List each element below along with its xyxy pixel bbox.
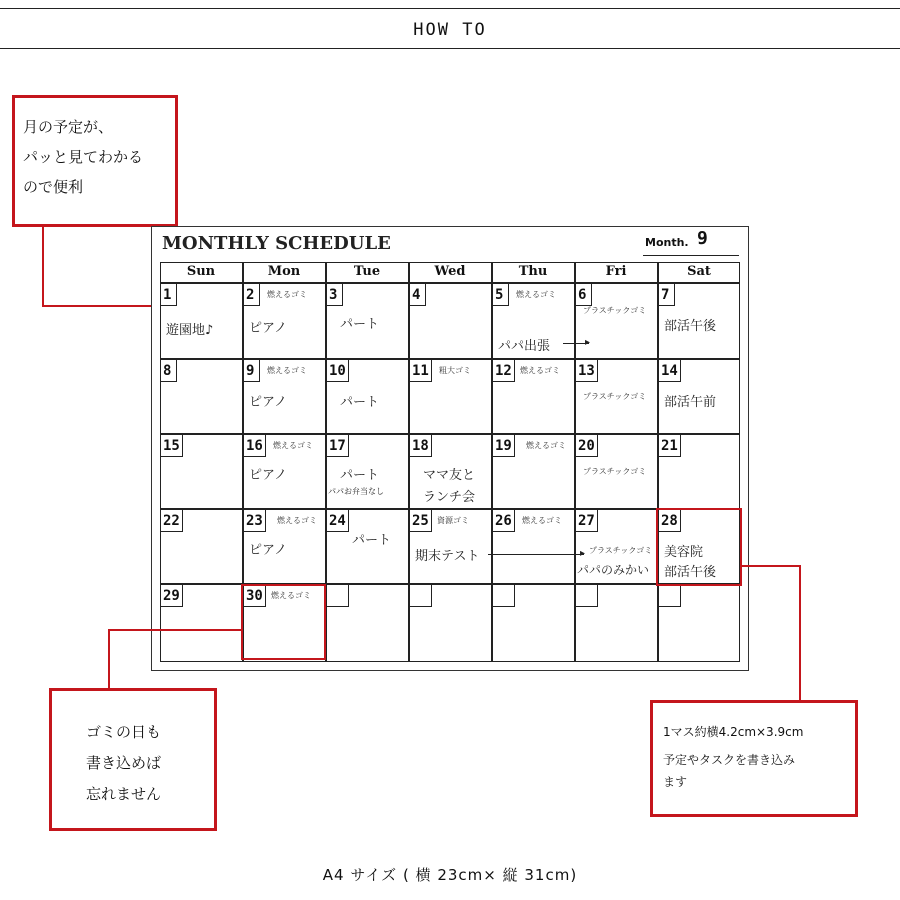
day-cell[interactable] [326, 359, 409, 435]
weekday-sun: Sun [160, 262, 243, 282]
trash-label: 燃えるゴミ [267, 290, 307, 299]
day-cell[interactable] [409, 509, 492, 585]
day-cell[interactable] [326, 283, 409, 359]
callout-trash-line: ゴミの日も [86, 723, 162, 741]
day-cell[interactable] [492, 283, 575, 359]
callout-trash-days [49, 688, 217, 831]
memo: パパ出張 [498, 339, 551, 354]
day-number: 24 [327, 510, 349, 532]
weekday-thu: Thu [492, 262, 575, 282]
callout-connector [799, 565, 801, 702]
day-cell[interactable] [492, 434, 575, 510]
memo: ピアノ [249, 395, 287, 410]
trash-label: プラスチックゴミ [589, 546, 653, 555]
callout-size-line: ます [663, 775, 688, 789]
weekday-mon: Mon [243, 262, 326, 282]
trash-label: 燃えるゴミ [516, 290, 556, 299]
memo: 遊園地♪ [166, 323, 214, 338]
day-number: 12 [493, 360, 515, 382]
day-cell[interactable] [409, 434, 492, 510]
trash-label: 燃えるゴミ [522, 516, 562, 525]
day-cell[interactable] [658, 283, 741, 359]
memo: 部活午後 [664, 319, 717, 334]
day-cell[interactable] [658, 434, 741, 510]
callout-size-line: 1マス約横4.2cm×3.9cm [663, 725, 804, 739]
day-cell[interactable] [326, 434, 409, 510]
day-cell[interactable] [492, 359, 575, 435]
day-number: 5 [493, 284, 509, 306]
arrow-icon: ▸ [585, 337, 591, 348]
day-cell[interactable] [575, 434, 658, 510]
day-cell[interactable] [409, 359, 492, 435]
memo: ランチ会 [423, 490, 476, 505]
day-number-empty [576, 585, 598, 607]
day-number: 6 [576, 284, 592, 306]
day-number: 15 [161, 435, 183, 457]
trash-label: 資源ゴミ [437, 516, 469, 525]
callout-overview-line: ので便利 [23, 178, 84, 196]
day-number: 13 [576, 360, 598, 382]
day-cell[interactable] [160, 509, 243, 585]
day-cell[interactable] [160, 584, 243, 660]
day-cell[interactable] [575, 359, 658, 435]
memo: ピアノ [249, 543, 287, 558]
day-number: 18 [410, 435, 432, 457]
trash-label: プラスチックゴミ [583, 306, 647, 315]
day-cell[interactable] [409, 283, 492, 359]
day-number: 21 [659, 435, 681, 457]
day-cell[interactable] [575, 283, 658, 359]
day-cell[interactable] [243, 509, 326, 585]
trash-label: プラスチックゴミ [583, 392, 647, 401]
day-cell[interactable] [243, 283, 326, 359]
callout-connector [42, 305, 162, 307]
day-cell[interactable] [492, 509, 575, 585]
day-cell[interactable] [575, 584, 658, 660]
trash-label: 燃えるゴミ [526, 441, 566, 450]
highlight-day-30 [241, 584, 326, 660]
trash-label: 燃えるゴミ [271, 591, 311, 600]
day-number: 8 [161, 360, 177, 382]
highlight-day-28 [656, 508, 742, 586]
header-top-rule [0, 8, 900, 9]
day-number: 1 [161, 284, 177, 306]
day-number: 26 [493, 510, 515, 532]
trash-label: 燃えるゴミ [267, 366, 307, 375]
month-value: 9 [697, 228, 708, 249]
day-number: 25 [410, 510, 432, 532]
day-number: 2 [244, 284, 260, 306]
day-number: 16 [244, 435, 266, 457]
day-number: 23 [244, 510, 266, 532]
day-cell[interactable] [409, 584, 492, 660]
day-number: 11 [410, 360, 432, 382]
memo: パート [340, 395, 380, 410]
memo: パパお弁当なし [328, 487, 384, 496]
callout-cell-size [650, 700, 858, 817]
day-cell[interactable] [575, 509, 658, 585]
calendar-title: MONTHLY SCHEDULE [162, 233, 391, 254]
trash-label: 燃えるゴミ [273, 441, 313, 450]
day-number: 10 [327, 360, 349, 382]
day-number: 3 [327, 284, 343, 306]
day-cell[interactable] [492, 584, 575, 660]
day-cell[interactable] [160, 434, 243, 510]
callout-connector [108, 629, 110, 689]
day-cell[interactable] [243, 434, 326, 510]
memo: ピアノ [249, 468, 287, 483]
memo: ピアノ [249, 321, 287, 336]
weekday-wed: Wed [409, 262, 492, 282]
size-note: A4 サイズ ( 横 23cm× 縦 31cm) [322, 866, 578, 884]
day-number-empty [493, 585, 515, 607]
day-number-empty [327, 585, 349, 607]
trash-label: 粗大ゴミ [439, 366, 471, 375]
day-number: 9 [244, 360, 260, 382]
weekday-tue: Tue [326, 262, 409, 282]
memo: パート [352, 533, 392, 548]
callout-connector [741, 565, 801, 567]
day-number: 22 [161, 510, 183, 532]
trash-label: 燃えるゴミ [277, 516, 317, 525]
memo: 美容院 [664, 545, 704, 560]
month-underline [643, 255, 739, 256]
day-number: 20 [576, 435, 598, 457]
day-number: 7 [659, 284, 675, 306]
callout-overview [12, 95, 178, 227]
day-number: 4 [410, 284, 426, 306]
memo: パパのみかい [577, 563, 650, 577]
weekday-fri: Fri [575, 262, 658, 282]
trash-label: プラスチックゴミ [583, 467, 647, 476]
day-number: 19 [493, 435, 515, 457]
callout-connector [108, 629, 242, 631]
memo: 期末テスト [415, 549, 480, 564]
month-label: Month. [645, 236, 689, 249]
day-number-empty [410, 585, 432, 607]
day-cell[interactable] [160, 283, 243, 359]
memo: ママ友と [423, 468, 476, 483]
day-cell[interactable] [658, 584, 741, 660]
memo: パート [340, 317, 380, 332]
day-cell[interactable] [243, 359, 326, 435]
weekday-sat: Sat [687, 264, 711, 279]
page-title: HOW TO [413, 20, 487, 40]
day-number: 27 [576, 510, 598, 532]
memo: パート [340, 468, 380, 483]
day-number: 14 [659, 360, 681, 382]
memo: 部活午前 [664, 395, 717, 410]
memo: 部活午後 [664, 565, 717, 580]
day-cell[interactable] [326, 509, 409, 585]
day-cell[interactable] [326, 584, 409, 660]
callout-overview-line: 月の予定が、 [23, 118, 114, 136]
day-number-empty [659, 585, 681, 607]
trash-label: 燃えるゴミ [520, 366, 560, 375]
day-number: 17 [327, 435, 349, 457]
callout-connector [42, 227, 44, 307]
day-number: 30 [244, 585, 266, 607]
day-number: 29 [161, 585, 183, 607]
day-cell[interactable] [160, 359, 243, 435]
callout-trash-line: 書き込めば [86, 754, 162, 772]
day-cell[interactable] [658, 359, 741, 435]
arrow-icon: ▸ [580, 548, 586, 559]
callout-trash-line: 忘れません [86, 785, 162, 803]
header-bottom-rule [0, 48, 900, 49]
day-number: 28 [659, 510, 681, 532]
callout-size-line: 予定やタスクを書き込み [663, 753, 796, 767]
callout-overview-line: パッと見てわかる [23, 148, 144, 166]
